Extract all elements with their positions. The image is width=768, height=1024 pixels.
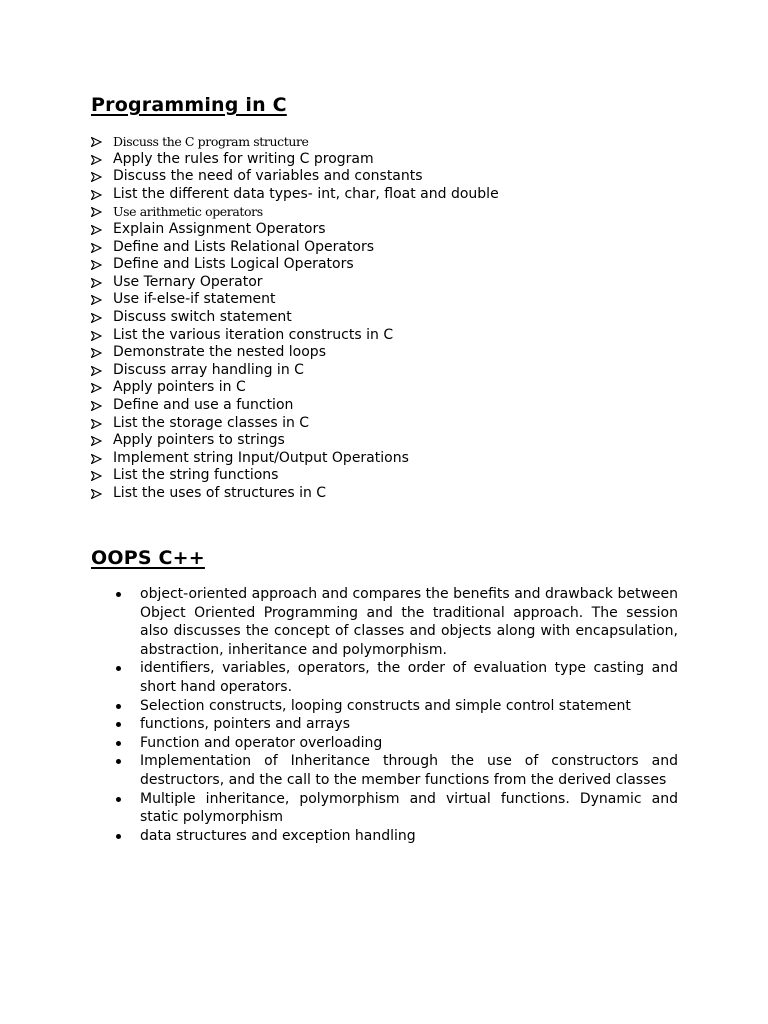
list-item (116, 752, 678, 789)
list-item-text: functions, pointers and arrays (140, 716, 350, 733)
list-item-text: Demonstrate the nested loops (113, 344, 326, 361)
list-item-text: Function and operator overloading (140, 734, 383, 751)
list-item (116, 827, 678, 846)
round-bullet-icon (116, 741, 121, 746)
section-title-programming-in-c: Programming in C (91, 94, 287, 116)
round-bullet-icon (116, 797, 121, 802)
list-item (91, 274, 499, 292)
round-bullet-icon (116, 759, 121, 764)
list-item-text: Define and Lists Relational Operators (113, 238, 375, 255)
list-item-text: Use arithmetic operators (113, 204, 263, 220)
list-item-text: identifiers, variables, operators, the order of evaluation type casting and short hand operators. (140, 660, 678, 695)
c-topics-list (91, 133, 499, 502)
list-item (116, 697, 678, 716)
list-item-text: data structures and exception handling (140, 827, 416, 844)
list-item (91, 239, 499, 257)
list-item (116, 659, 678, 696)
list-item (91, 256, 499, 274)
list-item-text: object-oriented approach and compares the benefits and drawback between Object Oriented Programming and the traditional approach. The session also discusses the concept of classes and objects along with encapsulation, abstraction, inheritance and polymorphism. (140, 586, 678, 658)
list-item-text: Implement string Input/Output Operations (113, 449, 409, 466)
list-item (91, 203, 499, 221)
list-item (91, 467, 499, 485)
list-item-text: Selection constructs, looping constructs and simple control statement (140, 697, 631, 714)
list-item (91, 415, 499, 433)
list-item (91, 291, 499, 309)
list-item (116, 715, 678, 734)
list-item-text: Discuss switch statement (113, 308, 292, 325)
list-item (91, 151, 499, 169)
list-item-text: Apply the rules for writing C program (113, 150, 374, 167)
list-item-text: Apply pointers to strings (113, 432, 285, 449)
list-item-text: Define and use a function (113, 396, 294, 413)
list-item (91, 379, 499, 397)
list-item (91, 344, 499, 362)
list-item (91, 186, 499, 204)
list-item (116, 790, 678, 827)
list-item-text: Use Ternary Operator (113, 273, 263, 290)
list-item-text: List the various iteration constructs in C (113, 326, 394, 343)
list-item-text: Use if-else-if statement (113, 291, 276, 308)
list-item (91, 221, 499, 239)
section-title-oops-cpp: OOPS C++ (91, 547, 205, 569)
round-bullet-icon (116, 666, 121, 671)
round-bullet-icon (116, 834, 121, 839)
list-item (116, 585, 678, 659)
list-item (91, 485, 499, 503)
list-item-text: List the storage classes in C (113, 414, 310, 431)
list-item-text: Discuss the C program structure (113, 134, 309, 149)
list-item (91, 168, 499, 186)
list-item-text: List the uses of structures in C (113, 484, 327, 501)
list-item-text: Multiple inheritance, polymorphism and virtual functions. Dynamic and static polymorphism (140, 790, 678, 826)
list-item-text: Discuss array handling in C (113, 361, 304, 378)
list-item (116, 734, 678, 753)
list-item-text: List the string functions (113, 467, 279, 484)
list-item (91, 432, 499, 450)
list-item-text: Define and Lists Logical Operators (113, 256, 354, 273)
round-bullet-icon (116, 592, 121, 597)
list-item-text: Implementation of Inheritance through the use of constructors and destructors, and the call to the member functions from the derived classes (140, 753, 678, 788)
list-item (91, 397, 499, 415)
list-item (91, 362, 499, 380)
list-item-text: Explain Assignment Operators (113, 220, 326, 237)
list-item-text: Discuss the need of variables and constants (113, 168, 423, 185)
round-bullet-icon (116, 722, 121, 727)
list-item (91, 309, 499, 327)
list-item-text: Apply pointers in C (113, 379, 246, 396)
list-item (91, 450, 499, 468)
list-item-text: List the different data types- int, char, float and double (113, 185, 499, 202)
round-bullet-icon (116, 704, 121, 709)
list-item (91, 327, 499, 345)
cpp-topics-list (116, 585, 678, 845)
list-item (91, 133, 499, 151)
